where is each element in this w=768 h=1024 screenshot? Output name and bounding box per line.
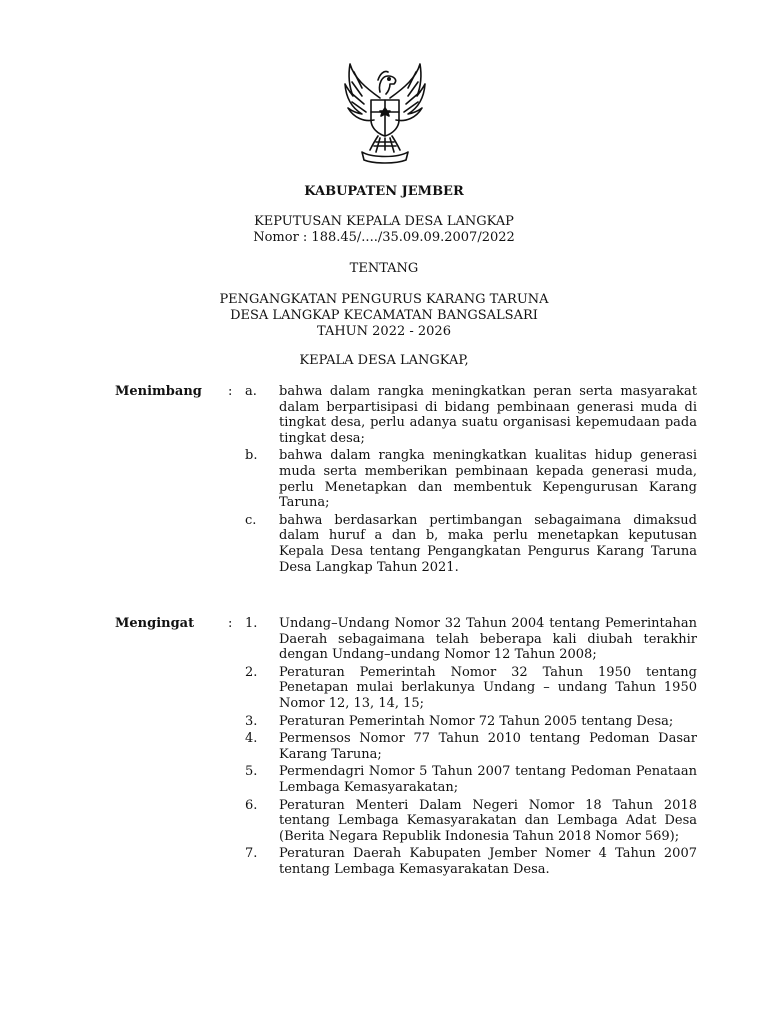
item-marker: 5. [245,764,258,780]
decree-title: KEPUTUSAN KEPALA DESA LANGKAP [254,214,514,229]
list-item [245,798,697,845]
mengingat-label: Mengingat [115,616,195,631]
mengingat-colon: : [228,616,233,631]
subject-heading [0,292,768,340]
item-text: Peraturan Daerah Kabupaten Jember Nomer 4 Tahun 2007 tentang Lembaga Kemasyarakatan Desa. [279,846,697,877]
about-heading [0,261,768,277]
list-item [245,731,697,762]
item-marker: 3. [245,713,258,729]
item-marker: 7. [245,846,258,862]
subject-line-1: PENGANGKATAN PENGURUS KARANG TARUNA [219,292,549,307]
list-item [245,714,697,730]
decree-number: Nomor : 188.45/..../35.09.09.2007/2022 [253,230,515,245]
subject-line-2: DESA LANGKAP KECAMATAN BANGSALSARI [230,308,538,323]
menimbang-label: Menimbang [115,384,202,399]
list-item [245,764,697,795]
list-item [245,513,697,575]
item-text: bahwa dalam rangka meningkatkan peran serta masyarakat dalam berpartisipasi di bidang pembinaan generasi muda di tingkat desa, perlu adanya suatu organisasi kepemudaan pada tingkat desa; [279,384,697,446]
mengingat-list [245,616,697,880]
regency-title [0,184,768,200]
garuda-emblem-icon [340,58,430,166]
item-marker: 1. [245,616,258,631]
issuer-label: KEPALA DESA LANGKAP, [299,353,469,368]
item-marker: 4. [245,731,258,747]
item-text: Undang–Undang Nomor 32 Tahun 2004 tentang Pemerintahan Daerah sebagaimana telah beberapa kali diubah terakhir dengan Undang–undang Nomor 12 Tahun 2008; [279,616,697,663]
item-marker: a. [245,384,257,399]
subject-line-3: TAHUN 2022 - 2026 [317,324,451,339]
item-marker: 2. [245,664,258,680]
menimbang-list [245,384,697,577]
item-text: Permensos Nomor 77 Tahun 2010 tentang Pedoman Dasar Karang Taruna; [279,731,697,762]
list-item [245,846,697,877]
item-text: Peraturan Pemerintah Nomor 72 Tahun 2005 tentang Desa; [279,713,674,729]
item-text: Peraturan Pemerintah Nomor 32 Tahun 1950 tentang Penetapan mulai berlakunya Undang – undang Tahun 1950 Nomor 12, 13, 14, 15; [279,664,697,711]
menimbang-colon: : [228,384,233,399]
list-item [245,616,697,663]
item-text: bahwa berdasarkan pertimbangan sebagaimana dimaksud dalam huruf a dan b, maka perlu menetapkan keputusan Kepala Desa tentang Pengangkatan Pengurus Karang Taruna Desa Langkap Tahun 2021. [279,512,697,575]
item-marker: b. [245,448,258,464]
about-label: TENTANG [349,261,419,276]
list-item [245,665,697,712]
issuer-heading [0,353,768,369]
list-item [245,384,697,446]
item-marker: 6. [245,797,258,813]
decree-heading [0,214,768,246]
item-text: Permendagri Nomor 5 Tahun 2007 tentang Pedoman Penataan Lembaga Kemasyarakatan; [279,764,697,795]
list-item [245,448,697,510]
item-text: bahwa dalam rangka meningkatkan kualitas hidup generasi muda serta memberikan pembinaan kepada generasi muda, perlu Menetapkan dan membentuk Kepengurusan Karang Taruna; [279,448,697,511]
item-marker: c. [245,512,257,528]
item-text: Peraturan Menteri Dalam Negeri Nomor 18 Tahun 2018 tentang Lembaga Kemasyarakatan dan Lembaga Adat Desa (Berita Negara Republik Indonesia Tahun 2018 Nomor 569); [279,797,697,844]
regency-name: KABUPATEN JEMBER [304,184,464,199]
